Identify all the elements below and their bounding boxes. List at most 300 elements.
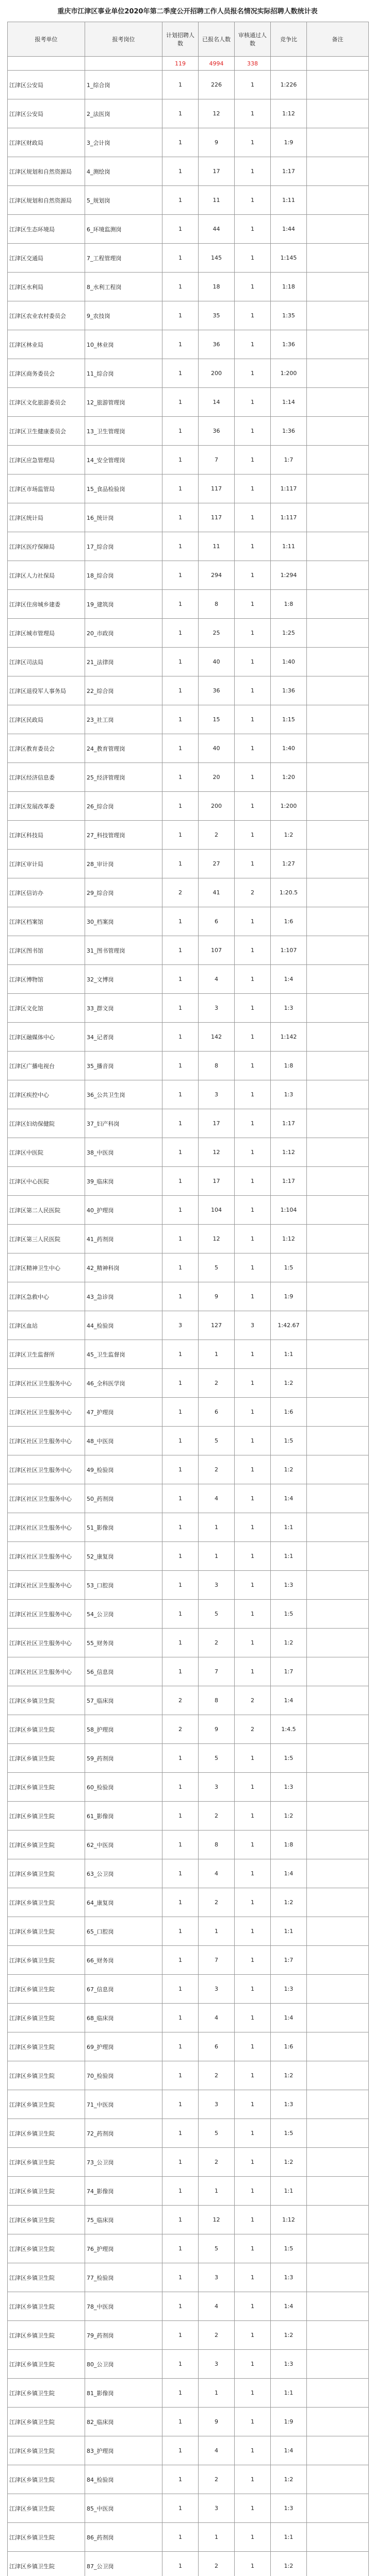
cell-approved: 1 — [235, 128, 271, 157]
cell-approved: 1 — [235, 1657, 271, 1686]
cell-remark — [307, 965, 369, 994]
column-header-ratio: 竞争比 — [271, 22, 307, 57]
table-row — [8, 359, 369, 388]
cell-post: 57_临床岗 — [85, 1686, 162, 1715]
cell-unit: 江津区公安局 — [8, 99, 85, 128]
table-row — [8, 561, 369, 590]
table-row — [8, 1080, 369, 1109]
cell-unit: 江津区第二人民医院 — [8, 1196, 85, 1225]
cell-plan: 1 — [162, 1225, 199, 1253]
cell-plan: 1 — [162, 2321, 199, 2350]
cell-plan: 1 — [162, 1657, 199, 1686]
cell-remark — [307, 2119, 369, 2148]
cell-approved: 2 — [235, 1715, 271, 1744]
cell-post: 73_公卫岗 — [85, 2148, 162, 2177]
cell-unit: 江津区社区卫生服务中心 — [8, 1542, 85, 1571]
table-row — [8, 676, 369, 705]
cell-plan: 1 — [162, 2090, 199, 2119]
cell-remark — [307, 215, 369, 244]
cell-applied: 3 — [199, 2263, 235, 2292]
cell-post: 85_中医岗 — [85, 2494, 162, 2523]
cell-applied: 12 — [199, 2206, 235, 2234]
table-row — [8, 2465, 369, 2494]
cell-ratio: 1:7 — [271, 1946, 307, 1975]
cell-approved: 1 — [235, 850, 271, 878]
table-row — [8, 273, 369, 301]
cell-applied: 17 — [199, 1167, 235, 1196]
cell-ratio: 1:4 — [271, 2436, 307, 2465]
cell-remark — [307, 1253, 369, 1282]
cell-approved: 1 — [235, 215, 271, 244]
table-row — [8, 1513, 369, 1542]
cell-approved: 1 — [235, 1138, 271, 1167]
cell-applied: 44 — [199, 215, 235, 244]
cell-plan: 3 — [162, 1311, 199, 1340]
table-row — [8, 1109, 369, 1138]
table-row — [8, 301, 369, 330]
cell-unit: 江津区乡镇卫生院 — [8, 2321, 85, 2350]
table-row — [8, 2234, 369, 2263]
cell-post: 64_康复岗 — [85, 1888, 162, 1917]
cell-remark — [307, 1513, 369, 1542]
cell-post: 22_综合岗 — [85, 676, 162, 705]
cell-applied: 3 — [199, 1571, 235, 1600]
cell-unit: 江津区文化馆 — [8, 994, 85, 1023]
cell-post: 27_科技管理岗 — [85, 821, 162, 850]
cell-post: 54_公卫岗 — [85, 1600, 162, 1629]
cell-ratio: 1:117 — [271, 503, 307, 532]
table-row — [8, 763, 369, 792]
cell-remark — [307, 301, 369, 330]
cell-ratio: 1:35 — [271, 301, 307, 330]
table-row — [8, 1023, 369, 1052]
cell-applied: 5 — [199, 2234, 235, 2263]
cell-remark — [307, 1427, 369, 1455]
cell-unit: 江津区社区卫生服务中心 — [8, 1369, 85, 1398]
cell-plan: 1 — [162, 2552, 199, 2576]
table-row — [8, 417, 369, 446]
cell-unit: 江津区人力社保局 — [8, 561, 85, 590]
table-row — [8, 1225, 369, 1253]
cell-remark — [307, 2292, 369, 2321]
header-row — [8, 22, 369, 57]
cell-approved: 1 — [235, 1196, 271, 1225]
cell-applied: 12 — [199, 99, 235, 128]
cell-unit: 江津区城市管理局 — [8, 619, 85, 648]
cell-applied: 107 — [199, 936, 235, 965]
cell-ratio: 1:4 — [271, 1686, 307, 1715]
cell-ratio: 1:1 — [271, 1340, 307, 1369]
cell-plan: 1 — [162, 1484, 199, 1513]
cell-post: 83_护理岗 — [85, 2436, 162, 2465]
table-row — [8, 2004, 369, 2032]
cell-ratio: 1:1 — [271, 2379, 307, 2408]
cell-applied: 7 — [199, 1946, 235, 1975]
recruitment-table — [7, 22, 369, 2576]
cell-plan: 1 — [162, 1023, 199, 1052]
cell-approved: 1 — [235, 2350, 271, 2379]
cell-applied: 8 — [199, 1831, 235, 1859]
cell-ratio: 1:15 — [271, 705, 307, 734]
cell-applied: 3 — [199, 2350, 235, 2379]
cell-applied: 5 — [199, 1600, 235, 1629]
cell-plan: 1 — [162, 1831, 199, 1859]
cell-post: 48_中医岗 — [85, 1427, 162, 1455]
cell-approved: 1 — [235, 2379, 271, 2408]
cell-applied: 18 — [199, 273, 235, 301]
cell-remark — [307, 2032, 369, 2061]
cell-unit: 江津区乡镇卫生院 — [8, 2523, 85, 2552]
cell-post: 16_统计岗 — [85, 503, 162, 532]
cell-approved: 1 — [235, 474, 271, 503]
cell-remark — [307, 2234, 369, 2263]
cell-remark — [307, 1311, 369, 1340]
cell-unit: 江津区司法局 — [8, 648, 85, 676]
cell-applied: 3 — [199, 1975, 235, 2004]
cell-remark — [307, 1946, 369, 1975]
cell-unit: 江津区图书馆 — [8, 936, 85, 965]
cell-ratio: 1:27 — [271, 850, 307, 878]
cell-remark — [307, 1023, 369, 1052]
cell-applied: 8 — [199, 590, 235, 619]
cell-remark — [307, 2379, 369, 2408]
cell-applied: 2 — [199, 1802, 235, 1831]
cell-unit: 江津区乡镇卫生院 — [8, 1859, 85, 1888]
table-row — [8, 388, 369, 417]
cell-remark — [307, 1167, 369, 1196]
cell-plan: 1 — [162, 1398, 199, 1427]
cell-applied: 3 — [199, 1080, 235, 1109]
cell-plan: 1 — [162, 1455, 199, 1484]
cell-unit: 江津区疾控中心 — [8, 1080, 85, 1109]
cell-approved: 1 — [235, 2148, 271, 2177]
cell-applied: 11 — [199, 186, 235, 215]
cell-applied: 40 — [199, 648, 235, 676]
cell-ratio: 1:7 — [271, 1657, 307, 1686]
cell-post: 78_中医岗 — [85, 2292, 162, 2321]
cell-plan: 1 — [162, 792, 199, 821]
cell-applied: 2 — [199, 1369, 235, 1398]
cell-remark — [307, 590, 369, 619]
cell-unit: 江津区广播电视台 — [8, 1052, 85, 1080]
table-row — [8, 1398, 369, 1427]
cell-remark — [307, 2523, 369, 2552]
cell-ratio: 1:8 — [271, 1831, 307, 1859]
cell-unit: 江津区社区卫生服务中心 — [8, 1571, 85, 1600]
table-row — [8, 965, 369, 994]
cell-remark — [307, 446, 369, 474]
cell-unit: 江津区乡镇卫生院 — [8, 2177, 85, 2206]
table-row — [8, 1253, 369, 1282]
cell-plan: 1 — [162, 1802, 199, 1831]
cell-approved: 1 — [235, 590, 271, 619]
cell-post: 71_中医岗 — [85, 2090, 162, 2119]
cell-applied: 11 — [199, 532, 235, 561]
column-header-unit: 报考单位 — [8, 22, 85, 57]
cell-approved: 1 — [235, 2090, 271, 2119]
table-row — [8, 2408, 369, 2436]
table-row — [8, 1744, 369, 1773]
cell-approved: 2 — [235, 878, 271, 907]
cell-post: 77_检验岗 — [85, 2263, 162, 2292]
table-row — [8, 2263, 369, 2292]
cell-applied: 104 — [199, 1196, 235, 1225]
cell-plan: 1 — [162, 532, 199, 561]
cell-approved: 1 — [235, 2523, 271, 2552]
cell-applied: 1 — [199, 1340, 235, 1369]
cell-post: 26_综合岗 — [85, 792, 162, 821]
cell-post: 50_药剂岗 — [85, 1484, 162, 1513]
cell-ratio: 1:2 — [271, 2061, 307, 2090]
cell-unit: 江津区乡镇卫生院 — [8, 2206, 85, 2234]
cell-unit: 江津区乡镇卫生院 — [8, 1917, 85, 1946]
cell-unit: 江津区科技局 — [8, 821, 85, 850]
cell-remark — [307, 1744, 369, 1773]
cell-plan: 1 — [162, 1253, 199, 1282]
cell-ratio: 1:226 — [271, 71, 307, 99]
cell-post: 66_财务岗 — [85, 1946, 162, 1975]
table-row — [8, 2379, 369, 2408]
cell-applied: 200 — [199, 359, 235, 388]
cell-unit: 江津区乡镇卫生院 — [8, 2234, 85, 2263]
cell-approved: 1 — [235, 907, 271, 936]
table-row — [8, 2148, 369, 2177]
cell-remark — [307, 907, 369, 936]
cell-plan: 1 — [162, 1542, 199, 1571]
column-header-plan: 计划招聘人数 — [162, 22, 199, 57]
table-row — [8, 821, 369, 850]
cell-ratio: 1:2 — [271, 1888, 307, 1917]
cell-ratio: 1:1 — [271, 2523, 307, 2552]
table-row — [8, 1917, 369, 1946]
cell-unit: 江津区退役军人事务局 — [8, 676, 85, 705]
cell-approved: 1 — [235, 2436, 271, 2465]
cell-applied: 20 — [199, 763, 235, 792]
cell-post: 68_临床岗 — [85, 2004, 162, 2032]
cell-remark — [307, 705, 369, 734]
cell-ratio: 1:1 — [271, 1917, 307, 1946]
cell-ratio: 1:9 — [271, 2408, 307, 2436]
cell-plan: 1 — [162, 2234, 199, 2263]
cell-plan: 1 — [162, 2061, 199, 2090]
cell-unit: 江津区乡镇卫生院 — [8, 2004, 85, 2032]
cell-plan: 1 — [162, 1167, 199, 1196]
cell-applied: 9 — [199, 128, 235, 157]
cell-ratio: 1:3 — [271, 994, 307, 1023]
cell-plan: 1 — [162, 446, 199, 474]
cell-ratio: 1:44 — [271, 215, 307, 244]
cell-ratio: 1:12 — [271, 99, 307, 128]
cell-remark — [307, 734, 369, 763]
cell-unit: 江津区乡镇卫生院 — [8, 1773, 85, 1802]
cell-post: 9_农技岗 — [85, 301, 162, 330]
cell-plan: 1 — [162, 705, 199, 734]
cell-ratio: 1:3 — [271, 2350, 307, 2379]
cell-applied: 1 — [199, 1542, 235, 1571]
cell-post: 3_会计岗 — [85, 128, 162, 157]
cell-approved: 1 — [235, 705, 271, 734]
cell-remark — [307, 1773, 369, 1802]
cell-unit: 江津区融媒体中心 — [8, 1023, 85, 1052]
cell-post: 1_综合岗 — [85, 71, 162, 99]
cell-approved: 1 — [235, 2177, 271, 2206]
cell-post: 82_临床岗 — [85, 2408, 162, 2436]
cell-remark — [307, 474, 369, 503]
cell-plan: 1 — [162, 2292, 199, 2321]
table-row — [8, 99, 369, 128]
cell-post: 58_护理岗 — [85, 1715, 162, 1744]
cell-post: 19_建筑岗 — [85, 590, 162, 619]
cell-approved: 2 — [235, 1686, 271, 1715]
cell-ratio: 1:2 — [271, 1369, 307, 1398]
cell-plan: 1 — [162, 936, 199, 965]
table-row — [8, 244, 369, 273]
cell-plan: 1 — [162, 1196, 199, 1225]
cell-unit: 江津区血站 — [8, 1311, 85, 1340]
cell-remark — [307, 2148, 369, 2177]
cell-unit: 江津区社区卫生服务中心 — [8, 1657, 85, 1686]
cell-remark — [307, 1455, 369, 1484]
cell-plan: 1 — [162, 157, 199, 186]
cell-plan: 1 — [162, 2263, 199, 2292]
cell-post: 80_公卫岗 — [85, 2350, 162, 2379]
cell-approved: 1 — [235, 1513, 271, 1542]
cell-ratio: 1:294 — [271, 561, 307, 590]
cell-ratio: 1:8 — [271, 1052, 307, 1080]
cell-remark — [307, 1484, 369, 1513]
cell-applied: 5 — [199, 1427, 235, 1455]
table-row — [8, 878, 369, 907]
cell-plan: 1 — [162, 1917, 199, 1946]
cell-applied: 1 — [199, 1917, 235, 1946]
cell-post: 23_社工岗 — [85, 705, 162, 734]
cell-remark — [307, 1975, 369, 2004]
cell-applied: 4 — [199, 2436, 235, 2465]
cell-unit: 江津区乡镇卫生院 — [8, 2494, 85, 2523]
cell-applied: 1 — [199, 2177, 235, 2206]
cell-ratio: 1:17 — [271, 157, 307, 186]
cell-ratio: 1:1 — [271, 1513, 307, 1542]
table-row — [8, 2090, 369, 2119]
cell-post: 62_中医岗 — [85, 1831, 162, 1859]
cell-post: 56_信息岗 — [85, 1657, 162, 1686]
cell-approved: 1 — [235, 330, 271, 359]
cell-unit: 江津区乡镇卫生院 — [8, 2379, 85, 2408]
cell-post: 7_工程管理岗 — [85, 244, 162, 273]
cell-remark — [307, 2206, 369, 2234]
table-row — [8, 705, 369, 734]
cell-applied: 1 — [199, 1513, 235, 1542]
cell-approved: 1 — [235, 1917, 271, 1946]
cell-unit: 江津区农业农村委员会 — [8, 301, 85, 330]
cell-post: 36_公共卫生岗 — [85, 1080, 162, 1109]
cell-approved: 1 — [235, 1369, 271, 1398]
cell-plan: 1 — [162, 474, 199, 503]
table-row — [8, 994, 369, 1023]
cell-remark — [307, 388, 369, 417]
table-row — [8, 2321, 369, 2350]
cell-applied: 35 — [199, 301, 235, 330]
totals-row — [8, 57, 369, 71]
cell-unit: 江津区妇幼保健院 — [8, 1109, 85, 1138]
table-row — [8, 1946, 369, 1975]
cell-approved: 1 — [235, 186, 271, 215]
cell-applied: 7 — [199, 446, 235, 474]
cell-applied: 17 — [199, 1109, 235, 1138]
cell-post: 5_规划岗 — [85, 186, 162, 215]
cell-plan: 1 — [162, 1052, 199, 1080]
table-row — [8, 734, 369, 763]
cell-post: 33_群文岗 — [85, 994, 162, 1023]
cell-applied: 1 — [199, 2379, 235, 2408]
cell-unit: 江津区乡镇卫生院 — [8, 1744, 85, 1773]
cell-remark — [307, 417, 369, 446]
cell-approved: 1 — [235, 734, 271, 763]
cell-post: 13_卫生管理岗 — [85, 417, 162, 446]
cell-approved: 1 — [235, 1571, 271, 1600]
cell-ratio: 1:12 — [271, 1225, 307, 1253]
cell-remark — [307, 2090, 369, 2119]
cell-remark — [307, 2465, 369, 2494]
cell-unit: 江津区发展改革委 — [8, 792, 85, 821]
cell-remark — [307, 1109, 369, 1138]
table-row — [8, 2494, 369, 2523]
cell-unit: 江津区规划和自然资源局 — [8, 186, 85, 215]
cell-post: 11_综合岗 — [85, 359, 162, 388]
cell-plan: 1 — [162, 215, 199, 244]
cell-applied: 9 — [199, 1282, 235, 1311]
cell-ratio: 1:4 — [271, 2292, 307, 2321]
table-row — [8, 1282, 369, 1311]
cell-post: 35_播音岗 — [85, 1052, 162, 1080]
cell-approved: 1 — [235, 1975, 271, 2004]
table-row — [8, 2061, 369, 2090]
cell-applied: 2 — [199, 1629, 235, 1657]
table-row — [8, 446, 369, 474]
cell-ratio: 1:20 — [271, 763, 307, 792]
cell-plan: 1 — [162, 1427, 199, 1455]
cell-plan: 1 — [162, 763, 199, 792]
cell-remark — [307, 1080, 369, 1109]
cell-post: 30_档案岗 — [85, 907, 162, 936]
cell-remark — [307, 1802, 369, 1831]
cell-plan: 1 — [162, 2206, 199, 2234]
cell-plan: 1 — [162, 244, 199, 273]
cell-ratio: 1:3 — [271, 1773, 307, 1802]
cell-post: 14_安全管理岗 — [85, 446, 162, 474]
cell-plan: 1 — [162, 2004, 199, 2032]
cell-applied: 2 — [199, 2061, 235, 2090]
cell-unit: 江津区公安局 — [8, 71, 85, 99]
cell-unit: 江津区社区卫生服务中心 — [8, 1398, 85, 1427]
cell-applied: 5 — [199, 2119, 235, 2148]
cell-approved: 1 — [235, 1484, 271, 1513]
cell-plan: 1 — [162, 71, 199, 99]
cell-plan: 1 — [162, 1340, 199, 1369]
cell-approved: 3 — [235, 1311, 271, 1340]
cell-remark — [307, 157, 369, 186]
cell-remark — [307, 2061, 369, 2090]
cell-unit: 江津区交通局 — [8, 244, 85, 273]
cell-post: 84_检验岗 — [85, 2465, 162, 2494]
cell-approved: 1 — [235, 301, 271, 330]
cell-unit: 江津区乡镇卫生院 — [8, 2119, 85, 2148]
cell-approved: 1 — [235, 619, 271, 648]
cell-plan: 1 — [162, 273, 199, 301]
cell-remark — [307, 1542, 369, 1571]
cell-approved: 1 — [235, 763, 271, 792]
cell-plan: 1 — [162, 1975, 199, 2004]
